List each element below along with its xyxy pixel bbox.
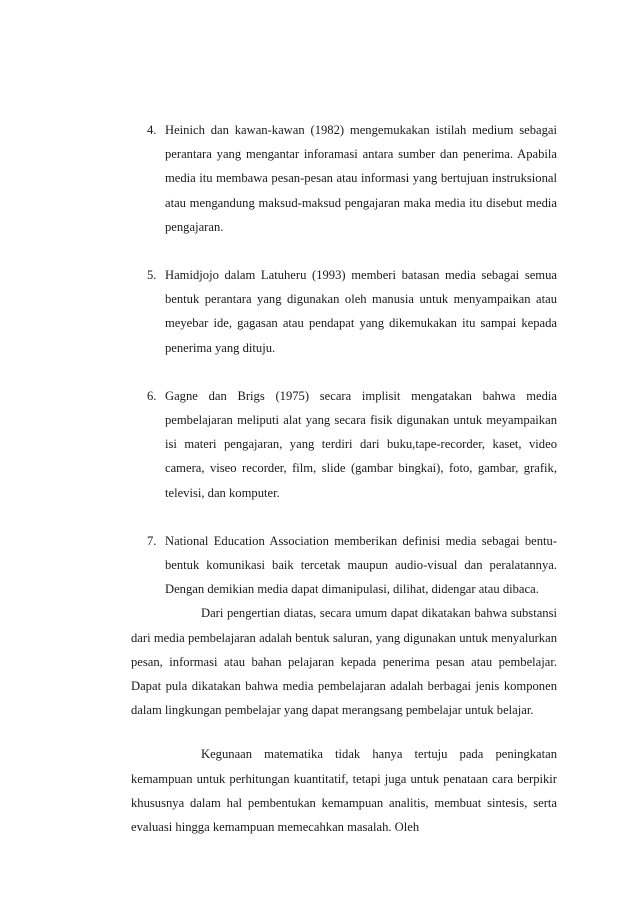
list-item-text: National Education Association memberikan definisi media sebagai bentu-bentuk komunikasi baik tercetak maupun audio-visual dan peralatannya. Dengan demikian media dapat dimanipulasi, dilihat, didengar atau dibaca. [165, 533, 557, 597]
document-body [131, 118, 557, 839]
list-item-number: 6. [147, 388, 157, 403]
list-item-text: Hamidjojo dalam Latuheru (1993) memberi batasan media sebagai semua bentuk perantara yang digunakan oleh manusia untuk menyampaikan atau meyebar ide, gagasan atau pendapat yang dikemukakan itu sampai kepada penerima yang dituju. [165, 268, 557, 355]
list-item-number: 5. [147, 268, 157, 283]
list-item [147, 263, 557, 360]
list-item [147, 118, 557, 239]
list-item [147, 384, 557, 505]
list-item-text: Heinich dan kawan-kawan (1982) mengemukakan istilah medium sebagai perantara yang mengantar inforamasi antara sumber dan penerima. Apabila media itu membawa pesan-pesan atau informasi yang bertujuan instruksional atau mengandung maksud-maksud pengajaran maka media itu disebut media pengajaran. [165, 123, 557, 234]
list-item-text: Gagne dan Brigs (1975) secara implisit mengatakan bahwa media pembelajaran meliputi alat yang secara fisik digunakan untuk meyampaikan isi materi pengajaran, yang terdiri dari buku,tape-recorder, kaset, video camera, viseo recorder, film, slide (gambar bingkai), foto, gambar, grafik, televisi, dan komputer. [165, 388, 557, 500]
list-item-number: 4. [147, 123, 157, 137]
body-paragraph: Kegunaan matematika tidak hanya tertuju pada peningkatan kemampuan untuk perhitungan kuantitatif, tetapi juga untuk penataan cara berpikir khususnya dalam hal pembentukan kemampuan analitis, membuat sintesis, serta evaluasi hingga kemampuan memecahkan masalah. Oleh [131, 747, 557, 835]
list-item-number: 7. [147, 533, 157, 548]
body-paragraph: Dari pengertian diatas, secara umum dapat dikatakan bahwa substansi dari media pembelajaran adalah bentuk saluran, yang digunakan untuk menyalurkan pesan, informasi atau bahan pelajaran kepada penerima pesan atau pembelajar. Dapat pula dikatakan bahwa media pembelajaran adalah berbagai jenis komponen dalam lingkungan pembelajar yang dapat merangsang pembelajar untuk belajar. [131, 606, 557, 718]
list-item [147, 529, 557, 602]
